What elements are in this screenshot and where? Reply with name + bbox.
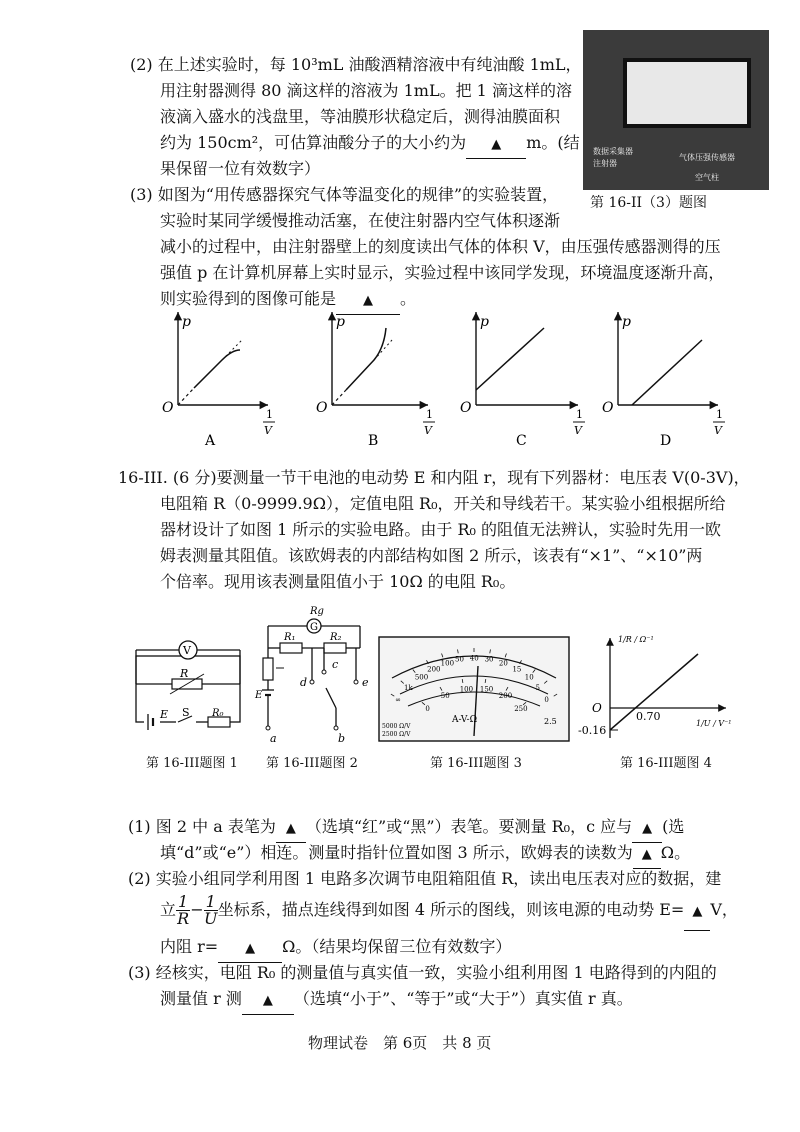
fig4-x-intercept: 0.70 (636, 710, 661, 723)
graph-a (162, 312, 275, 449)
photo-tag: 注射器 (593, 159, 617, 168)
graph-d (602, 312, 725, 449)
q2-text: 坐标系，描点连线得到如图 4 所示的图线，则该电源的电动势 E= (217, 900, 685, 919)
q16-3-line-2: 实验时某同学缓慢推动活塞，在使注射器内空气体积逐渐 (160, 211, 561, 230)
graph-b-origin: O (316, 400, 328, 416)
graph-a-origin: O (162, 400, 174, 416)
graph-c-origin: O (460, 400, 472, 416)
inner-scale-label: 250 (514, 705, 528, 714)
fig1-r0-label: R₀ (212, 708, 224, 719)
fig2-caption: 第 16-III题图 2 (266, 756, 358, 771)
fig2-a-label: a (270, 732, 277, 744)
fig1-s-label: S (182, 706, 190, 719)
inner-scale-label: 100 (459, 685, 474, 694)
option-b-label: B (368, 433, 379, 449)
q16-3-end: 。 (400, 289, 417, 308)
graph-c (460, 312, 585, 449)
fig2-e-terminal-label: e (362, 676, 369, 689)
q3-text: （选填“小于”、“等于”或“大于”）真实值 r 真。 (293, 989, 633, 1008)
fig4-origin: O (592, 701, 602, 715)
graph-c-xden: V (574, 424, 582, 437)
q16-2-line-1: (2) 在上述实验时，每 10³mL 油酸酒精溶液中有纯油酸 1mL， (130, 55, 582, 74)
fig2-c-label: c (332, 658, 339, 671)
omega-scale-label: 15 (512, 665, 522, 674)
triangle-marker: ▲ (642, 821, 653, 836)
answer-blank[interactable] (242, 986, 294, 1015)
omega-scale-label: 30 (484, 655, 494, 664)
graph-d-yaxis: p (622, 314, 631, 330)
q16-3-line-3: 减小的过程中，由注射器壁上的刻度读出气体的体积 V，由压强传感器测得的压 (160, 237, 721, 256)
q16-2-line-4 (160, 130, 580, 159)
fig3-corner-1: 5000 Ω/V (382, 723, 411, 730)
fraction-1-over-r (176, 894, 190, 927)
omega-scale-label: 10 (524, 673, 534, 682)
triangle-marker: ▲ (641, 847, 652, 862)
fig1-caption: 第 16-III题图 1 (146, 756, 238, 771)
graph-b-xnum: 1 (426, 408, 433, 421)
fig2-r2-label: R₂ (330, 632, 342, 643)
fig3-caption: 第 16-III题图 3 (430, 756, 522, 771)
omega-scale-label: 200 (427, 665, 441, 674)
omega-scale-label: 50 (455, 655, 464, 664)
frac-den: U (203, 909, 218, 928)
omega-scale-label: 1k (404, 683, 413, 692)
omega-scale-label: ∞ (395, 695, 402, 704)
option-d-label: D (660, 433, 672, 449)
fraction-1-over-u (204, 894, 218, 927)
fig2-ohmmeter (252, 604, 372, 744)
answer-blank[interactable] (218, 934, 282, 963)
q3-line-1: (3) 经核实，电阻 R₀ 的测量值与真实值一致，实验小组利用图 1 电路得到的内阻的 (128, 963, 717, 982)
frac-num: 1 (205, 892, 216, 911)
graph-b-yaxis: p (336, 314, 345, 330)
graph-b-xden: V (424, 424, 432, 437)
triangle-marker: ▲ (285, 821, 296, 836)
fig1-r-label: R (180, 667, 189, 680)
q16-III-line-4: 姆表测量其阻值。该欧姆表的内部结构如图 2 所示，该表有“×1”、“×10”两 (160, 546, 703, 565)
q1-line-2 (160, 840, 690, 869)
inner-scale-label: 150 (479, 685, 494, 694)
q2-line-3 (160, 934, 511, 963)
fig4-xlabel: 1/U / V⁻¹ (696, 719, 732, 728)
photo-tag: 数据采集器 (593, 147, 633, 156)
q2-text: 立 (160, 900, 177, 919)
triangle-marker: ▲ (245, 941, 256, 956)
omega-scale-label: 100 (440, 659, 455, 668)
minus-sign: − (190, 900, 204, 919)
monitor-shape (623, 58, 751, 128)
triangle-marker: ▲ (491, 137, 502, 152)
fig2-e-label: E (255, 690, 263, 701)
graph-c-xnum: 1 (576, 408, 583, 421)
fig4-caption: 第 16-III题图 4 (620, 756, 712, 771)
omega-scale-label: 40 (469, 654, 479, 663)
fig3-corner-2: 2500 Ω/V (382, 731, 411, 738)
q3-text: 测量值 r 测 (160, 989, 242, 1008)
q1-text: （选填“红”或“黑”）表笔。要测量 R₀，c 应与 (305, 817, 633, 836)
pv-graphs (0, 300, 800, 460)
fig2-g-label: G (310, 622, 318, 633)
photo-caption: 第 16-II（3）题图 (590, 195, 707, 211)
q16-2-line-4-text: 约为 150cm²，可估算油酸分子的大小约为 (160, 133, 467, 152)
q2-line-1: (2) 实验小组同学利用图 1 电路多次调节电阻箱阻值 R，读出电压表对应的数据，建 (128, 869, 722, 888)
q16-III-line-3: 器材设计了如图 1 所示的实验电路。由于 R₀ 的阻值无法辨认，实验时先用一欧 (160, 520, 721, 539)
q16-2-line-3: 液滴入盛水的浅盘里，等油膜形状稳定后，测得油膜面积 (160, 107, 561, 126)
inner-scale-label: 0 (425, 705, 430, 714)
answer-blank[interactable] (466, 130, 526, 159)
graph-d-xden: V (714, 424, 722, 437)
q1-text: (1) 图 2 中 a 表笔为 (128, 817, 276, 836)
fig3-meter-dial (378, 636, 570, 742)
answer-blank[interactable] (633, 840, 661, 869)
omega-scale-label: 0 (544, 695, 549, 704)
q16-2-tail: m。(结 (526, 133, 580, 152)
triangle-marker: ▲ (363, 293, 374, 308)
omega-scale-label: 20 (498, 659, 508, 668)
q16-3-line-5-text: 则实验得到的图像可能是 (160, 289, 337, 308)
q16-III-line-5: 个倍率。现用该表测量阻值小于 10Ω 的电阻 R₀。 (160, 572, 516, 591)
q3-line-2 (160, 986, 633, 1015)
fig2-r1-label: R₁ (284, 632, 296, 643)
answer-blank[interactable] (276, 814, 306, 843)
fig1-circuit (120, 628, 250, 738)
q16-3-line-4: 强值 p 在计算机屏幕上实时显示，实验过程中该同学发现，环境温度逐渐升高， (160, 263, 725, 282)
inner-scale-label: 50 (440, 692, 450, 701)
q2-text: Ω。（结果均保留三位有效数字） (282, 937, 512, 956)
graph-a-yaxis: p (182, 314, 191, 330)
page-footer: 物理试卷 第 6页 共 8 页 (308, 1034, 492, 1052)
option-c-label: C (516, 433, 527, 449)
fig1-voltmeter-label: V (183, 644, 191, 657)
triangle-marker: ▲ (262, 993, 273, 1008)
fig2-rg-label: Rg (310, 606, 324, 617)
q16-2-line-5: 果保留一位有效数字） (160, 159, 321, 178)
q16-3-line-1: (3) 如图为“用传感器探究气体等温变化的规律”的实验装置， (130, 185, 559, 204)
q16-III-line-2: 电阻箱 R（0-9999.9Ω），定值电阻 R₀，开关和导线若干。某实验小组根据所给 (160, 494, 726, 513)
photo-tag: 气体压强传感器 (679, 153, 735, 162)
fig4-y-intercept: -0.16 (578, 724, 607, 737)
graph-c-yaxis: p (480, 314, 489, 330)
inner-scale-label: 200 (498, 692, 513, 701)
answer-blank[interactable] (632, 814, 662, 843)
option-a-label: A (205, 433, 216, 449)
apparatus-photo (583, 30, 769, 190)
triangle-marker: ▲ (692, 904, 703, 919)
graph-d-origin: O (602, 400, 614, 416)
q2-line-2 (160, 892, 738, 931)
q2-text: V， (710, 900, 738, 919)
omega-scale-label: 500 (414, 673, 429, 682)
fig2-b-label: b (338, 732, 346, 744)
q1-text: Ω。 (660, 843, 691, 862)
omega-scale-label: 5 (535, 683, 541, 692)
frac-den: R (177, 909, 190, 928)
graph-d-xnum: 1 (716, 408, 723, 421)
q16-III-line-1: 16-III. (6 分)要测量一节干电池的电动势 E 和内阻 r，现有下列器材：电压表 V(0-3V)， (118, 468, 750, 487)
graph-b (316, 312, 435, 449)
answer-blank[interactable] (684, 892, 710, 931)
q1-text: (选 (662, 817, 685, 836)
fig3-center-label: A-V-Ω (452, 715, 478, 725)
q16-2-line-2: 用注射器测得 80 滴这样的溶液为 1mL。把 1 滴这样的溶 (160, 81, 572, 100)
fig3-end-mark: 2.5 (544, 717, 557, 726)
q2-text: 内阻 r= (160, 937, 219, 956)
fig4-graph (578, 630, 748, 745)
q1-text: 填“d”或“e”）相连。测量时指针位置如图 3 所示，欧姆表的读数为 (160, 843, 633, 862)
fig1-e-label: E (160, 708, 169, 721)
graph-a-xden: V (264, 424, 272, 437)
fig4-ylabel: 1/R / Ω⁻¹ (618, 635, 654, 644)
q1-line-1 (128, 814, 684, 843)
photo-tag: 空气柱 (695, 173, 719, 182)
frac-num: 1 (178, 892, 189, 911)
fig2-d-label: d (300, 676, 308, 689)
graph-a-xnum: 1 (266, 408, 273, 421)
